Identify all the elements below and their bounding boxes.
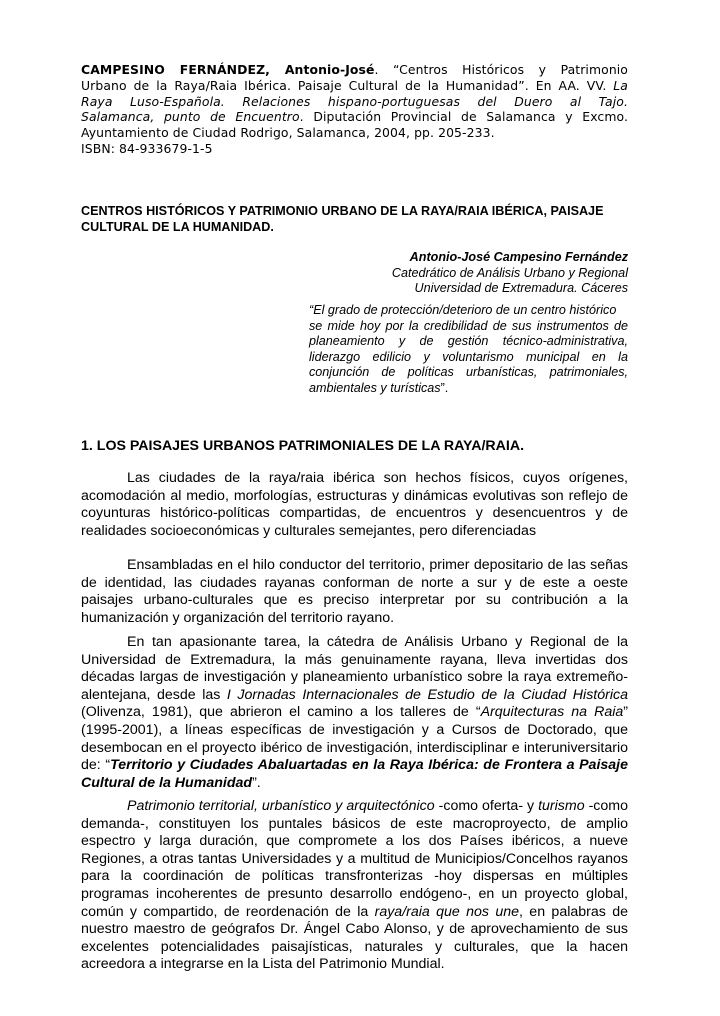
bibliographic-citation [81,62,628,157]
citation-line: Raya Luso-Española. Relaciones hispano-portuguesas del Duero al Tajo. [81,93,628,109]
citation-line: Ayuntamiento de Ciudad Rodrigo, Salamanca, 2004, pp. 205-233. [81,125,495,141]
paragraph: Ensambladas en el hilo conductor del territorio, primer depositario de las señas de identidad, las ciudades rayanas conforman de norte a sur y de este a oeste paisajes urbano-culturales que es preciso interpretar por su contribución a la humanización y organización del territorio rayano. [81,557,628,626]
citation-line: CAMPESINO FERNÁNDEZ, Antonio-José. “Centros Históricos y Patrimonio [81,62,628,77]
citation-author: CAMPESINO FERNÁNDEZ, Antonio-José [81,62,375,77]
citation-line: Salamanca, punto de Encuentro. Diputación Provincial de Salamanca y Excmo. [81,109,628,125]
author-university: Universidad de Extremadura. Cáceres [414,281,628,296]
document-title: CENTROS HISTÓRICOS Y PATRIMONIO URBANO DE LA RAYA/RAIA IBÉRICA, PAISAJE CULTURAL DE LA HUMANIDAD. [81,204,604,234]
citation-line: Urbano de la Raya/Raia Ibérica. Paisaje Cultural de la Humanidad”. En AA. VV. La [81,77,628,93]
paragraph: En tan apasionante tarea, la cátedra de Análisis Urbano y Regional de la Universidad de Extremadura, la más genuinamente rayana, lleva invertidas dos décadas largas de investigación y planeamiento urbanístico sobre la raya extremeño- alentejana, desde las I Jornadas Internacionales de Estudio de la Ciudad Histórica (Olivenza, 1981), que abrieron el camino a los talleres de “Arquitecturas na Raia” (1995-2001), a líneas específicas de investigación y a Cursos de Doctorado, que desembocan en el proyecto ibérico de investigación, interdisciplinar e interuniversitario de: “Territorio y Ciudades Abaluartadas en la Raya Ibérica: de Frontera a Paisaje Cultural de la Humanidad”. [81,634,629,791]
epigraph-quote: “El grado de protección/deterioro de un centro histórico se mide hoy por la credibilidad de sus instrumentos de planeamiento y de gestión técnico-administrativa, liderazgo edilicio y voluntarismo municipal en la conjunción de políticas urbanísticas, patrimoniales, ambientales y turísticas”. [309,303,628,395]
author-position: Catedrático de Análisis Urbano y Regional [391,265,628,280]
citation-isbn: ISBN: 84-933679-1-5 [81,140,213,156]
paragraph: Patrimonio territorial, urbanístico y arquitectónico -como oferta- y turismo -como demanda-, constituyen los puntales básicos de este macroproyecto, de amplio espectro y larga duración, que compromete a los dos Países ibéricos, a nueve Regiones, a otras tantas Universidades y a multitud de Municipios/Concelhos rayanos para la coordinación de políticas transfronterizas -hoy dispersas en múltiples programas incoherentes de presunto desarrollo endógeno-, en un proyecto global, común y compartido, de reordenación de la raya/raia que nos une, en palabras de nuestro maestro de geógrafos Dr. Ángel Cabo Alonso, y de aprovechamiento de sus excelentes potencialidades paisajísticas, naturales y culturales, que la hacen acreedora a integrarse en la Lista del Patrimonio Mundial. [81,798,628,973]
author-block [392,250,628,297]
section-heading: 1. LOS PAISAJES URBANOS PATRIMONIALES DE LA RAYA/RAIA. [81,438,525,454]
author-name: Antonio-José Campesino Fernández [409,250,628,264]
paragraph: Las ciudades de la raya/raia ibérica son hechos físicos, cuyos orígenes, acomodación al medio, morfologías, estructuras y dinámicas evolutivas son reflejo de coyunturas histórico-políticas compartidas, de encuentros y desencuentros y de realidades socioeconómicas y culturales semejantes, pero diferenciadas [81,470,628,539]
